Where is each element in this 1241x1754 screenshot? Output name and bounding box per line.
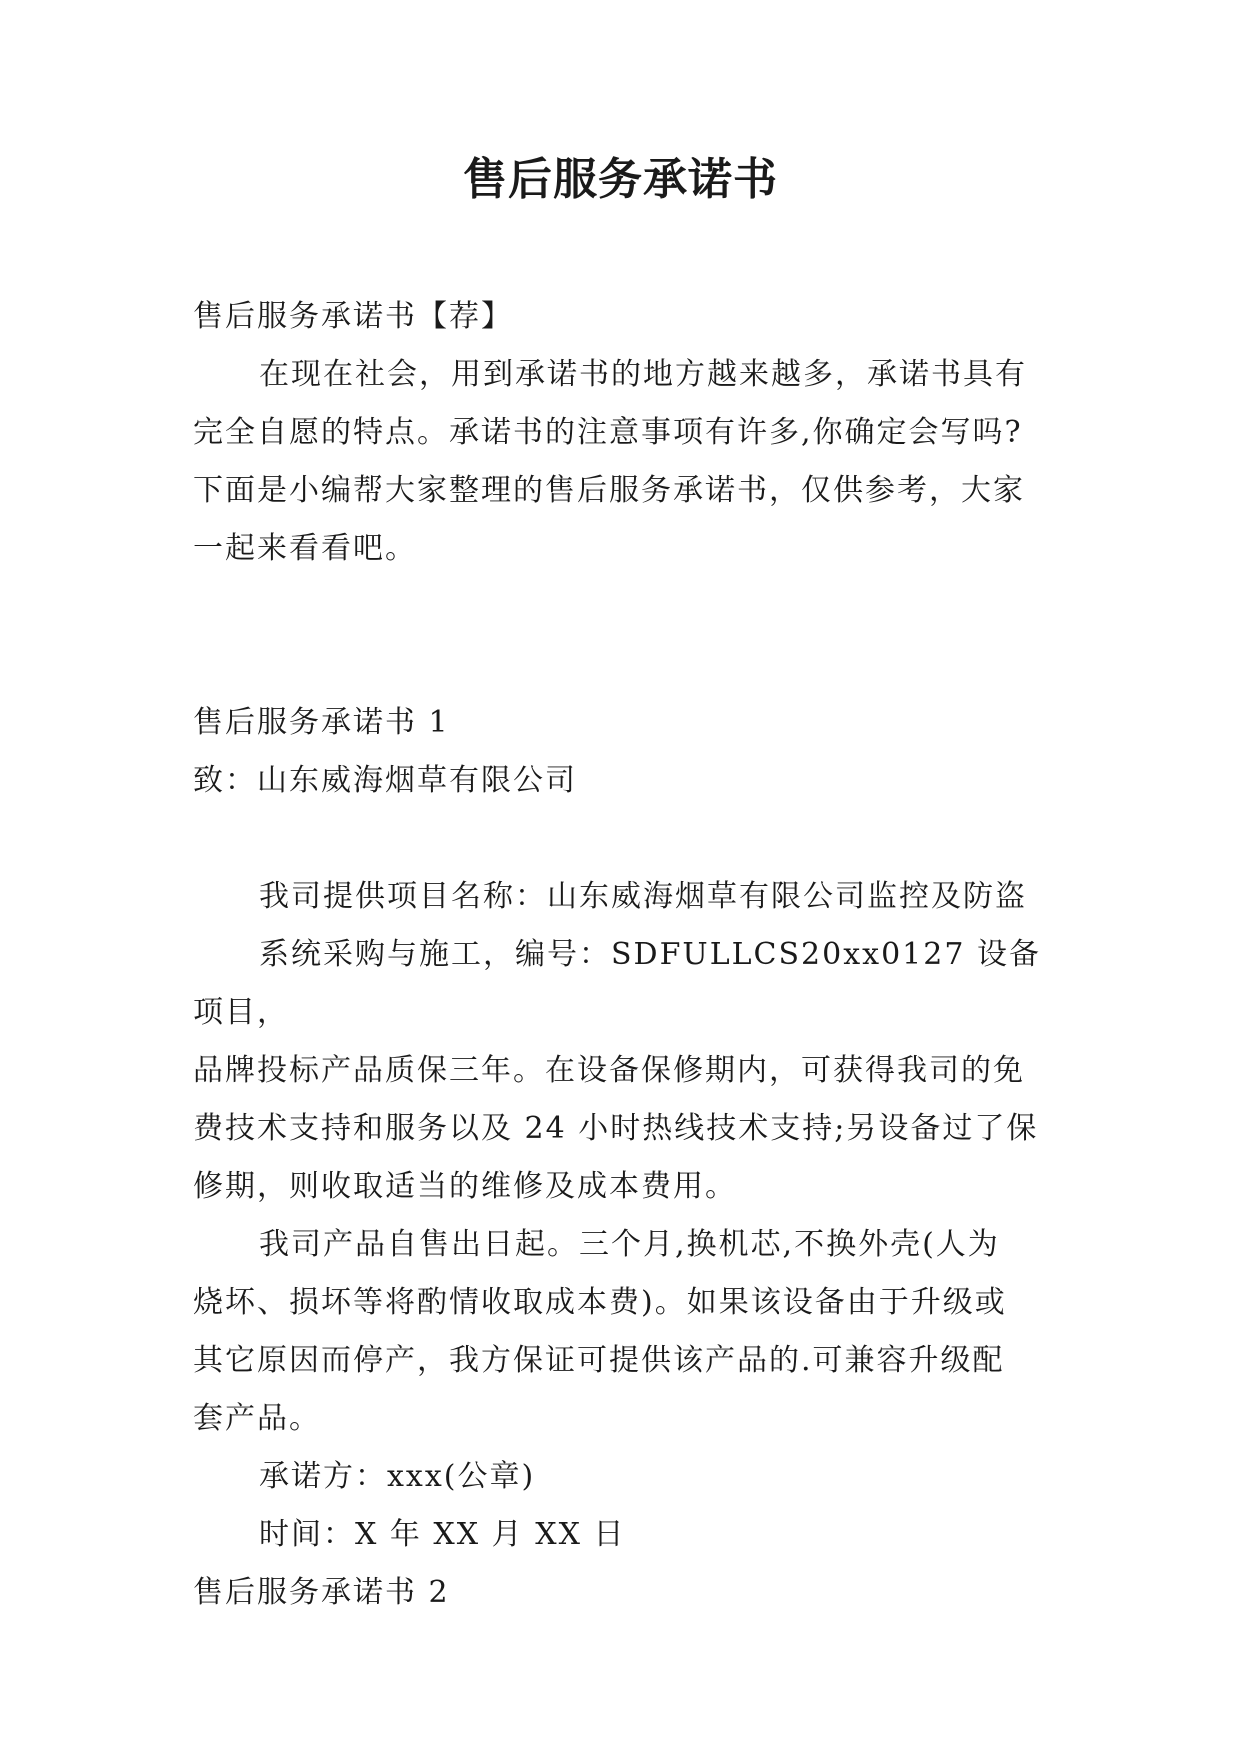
section1-para2-line-3: 其它原因而停产，我方保证可提供该产品的.可兼容升级配 [193,1343,1005,1378]
section1-promisor: 承诺方：xxx(公章) [259,1459,536,1494]
section1-para2-line-1: 我司产品自售出日起。三个月,换机芯,不换外壳(人为 [259,1227,1000,1262]
document-body [193,288,1053,1622]
section1-para1-line-5: 修期，则收取适当的维修及成本费用。 [193,1169,737,1204]
intro-line-3: 下面是小编帮大家整理的售后服务承诺书，仅供参考，大家 [193,473,1025,508]
section1-heading: 售后服务承诺书 1 [193,705,450,740]
section1-para2-line-2: 烧坏、损坏等将酌情收取成本费)。如果该设备由于升级或 [193,1285,1007,1320]
section1-para1-line-1: 我司提供项目名称：山东威海烟草有限公司监控及防盗 [259,879,1027,914]
section1-para1-line-4: 费技术支持和服务以及 24 小时热线技术支持;另设备过了保 [193,1111,1039,1146]
spacer [193,578,1053,694]
section1-recipient: 致：山东威海烟草有限公司 [193,763,577,798]
document-subtitle: 售后服务承诺书【荐】 [193,299,513,334]
intro-line-4: 一起来看看吧。 [193,531,417,566]
section1-para2-line-4: 套产品。 [193,1401,321,1436]
intro-line-1: 在现在社会，用到承诺书的地方越来越多，承诺书具有 [259,357,1027,392]
intro-line-2: 完全自愿的特点。承诺书的注意事项有许多,你确定会写吗? [193,415,1023,450]
spacer [193,810,1053,868]
section1-date: 时间：X 年 XX 月 XX 日 [259,1517,626,1552]
section1-para1-line-3: 品牌投标产品质保三年。在设备保修期内，可获得我司的免 [193,1053,1025,1088]
section2-heading: 售后服务承诺书 2 [193,1575,450,1610]
section1-para1-line-2: 系统采购与施工，编号：SDFULLCS20xx0127 设备项目， [193,937,1041,1030]
document-title: 售后服务承诺书 [463,154,778,205]
